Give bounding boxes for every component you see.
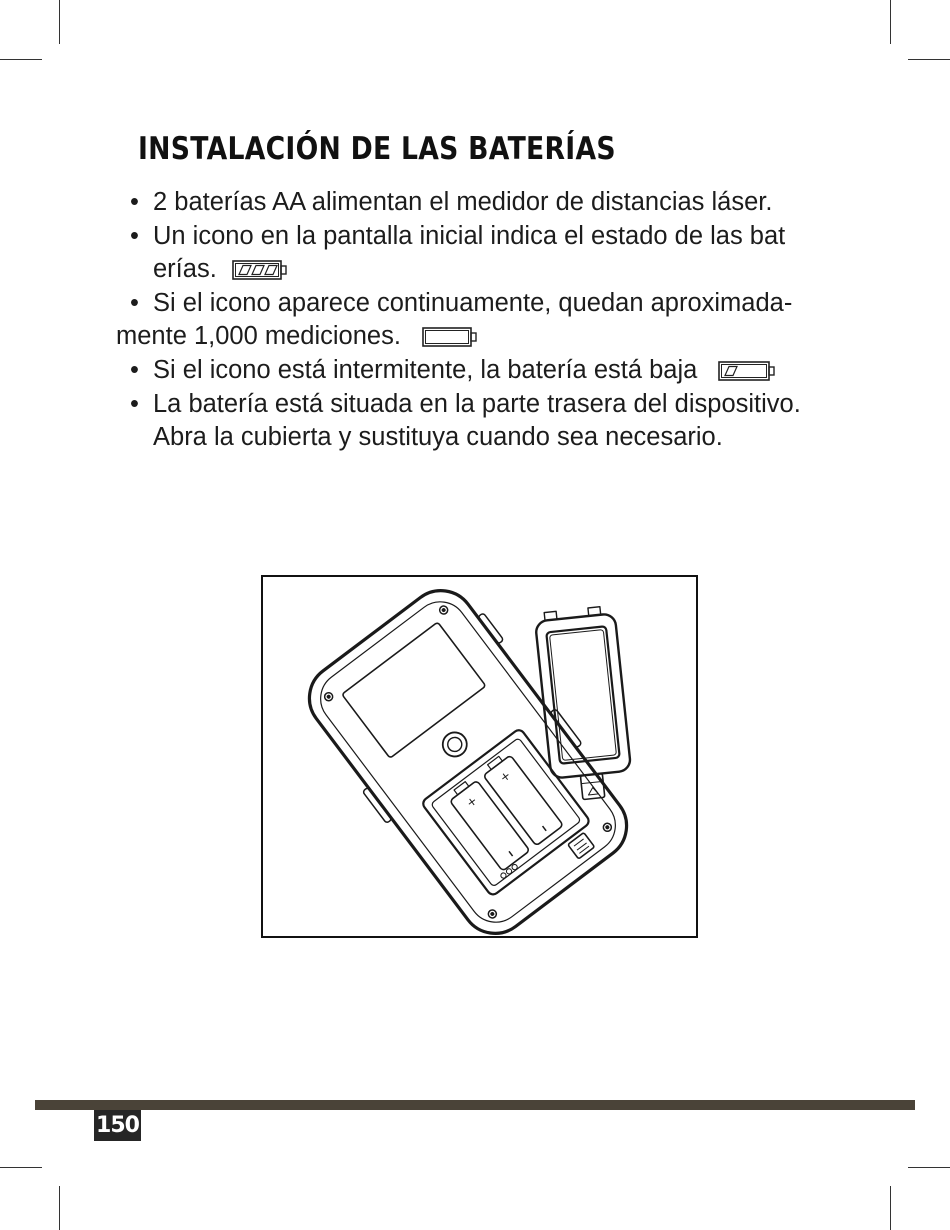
item-text: erías. bbox=[153, 255, 217, 284]
battery-segment bbox=[725, 366, 737, 375]
device-back-drawing bbox=[263, 577, 696, 936]
item-text: Abra la cubierta y sustituya cuando sea necesario. bbox=[153, 423, 723, 452]
svg-text:+: + bbox=[463, 793, 480, 811]
battery-low-icon bbox=[718, 361, 776, 381]
page-number: 150 bbox=[94, 1110, 141, 1141]
list-item bbox=[130, 287, 810, 321]
battery-segment bbox=[252, 266, 264, 275]
battery-empty-icon bbox=[422, 327, 478, 347]
battery-cover bbox=[534, 605, 633, 802]
list-item-continuation bbox=[116, 320, 810, 354]
crop-mark bbox=[59, 1186, 60, 1230]
item-text: Si el icono está intermitente, la batería está baja bbox=[153, 355, 698, 384]
item-text: Si el icono aparece continuamente, quedan aproximada- bbox=[153, 288, 793, 317]
list-item-continuation bbox=[130, 421, 810, 455]
bullet: • bbox=[130, 355, 139, 384]
item-text: La batería está situada en la parte trasera del dispositivo. bbox=[153, 389, 801, 418]
bullet: • bbox=[130, 288, 139, 317]
battery-level-segments bbox=[725, 366, 737, 375]
list-item bbox=[130, 186, 810, 220]
footer-bar bbox=[35, 1100, 915, 1110]
item-text: mente 1,000 mediciones. bbox=[116, 322, 401, 351]
item-text: 2 baterías AA alimentan el medidor de distancias láser. bbox=[153, 188, 773, 216]
item-text: Un icono en la pantalla inicial indica el estado de las bat bbox=[153, 221, 786, 250]
crop-mark bbox=[908, 59, 950, 60]
battery-segment bbox=[239, 266, 251, 275]
list-item bbox=[130, 388, 810, 422]
battery-level-segments bbox=[239, 266, 277, 275]
svg-text:+: + bbox=[497, 767, 514, 786]
battery-full-icon bbox=[232, 260, 288, 280]
bullet: • bbox=[130, 389, 139, 418]
page-title: INSTALACIÓN DE LAS BATERÍAS bbox=[138, 131, 616, 167]
bullet: • bbox=[130, 221, 139, 250]
crop-mark bbox=[908, 1167, 950, 1168]
crop-mark bbox=[890, 1186, 891, 1230]
crop-mark bbox=[59, 0, 60, 44]
crop-mark bbox=[890, 0, 891, 44]
battery-compartment-illustration bbox=[261, 575, 698, 938]
list-item bbox=[130, 354, 810, 388]
crop-mark bbox=[0, 59, 42, 60]
crop-mark bbox=[0, 1167, 42, 1168]
list-item bbox=[130, 220, 810, 254]
instructions-list bbox=[116, 186, 810, 455]
list-item-continuation bbox=[130, 253, 810, 287]
bullet: • bbox=[130, 188, 139, 216]
battery-segment bbox=[265, 266, 277, 275]
